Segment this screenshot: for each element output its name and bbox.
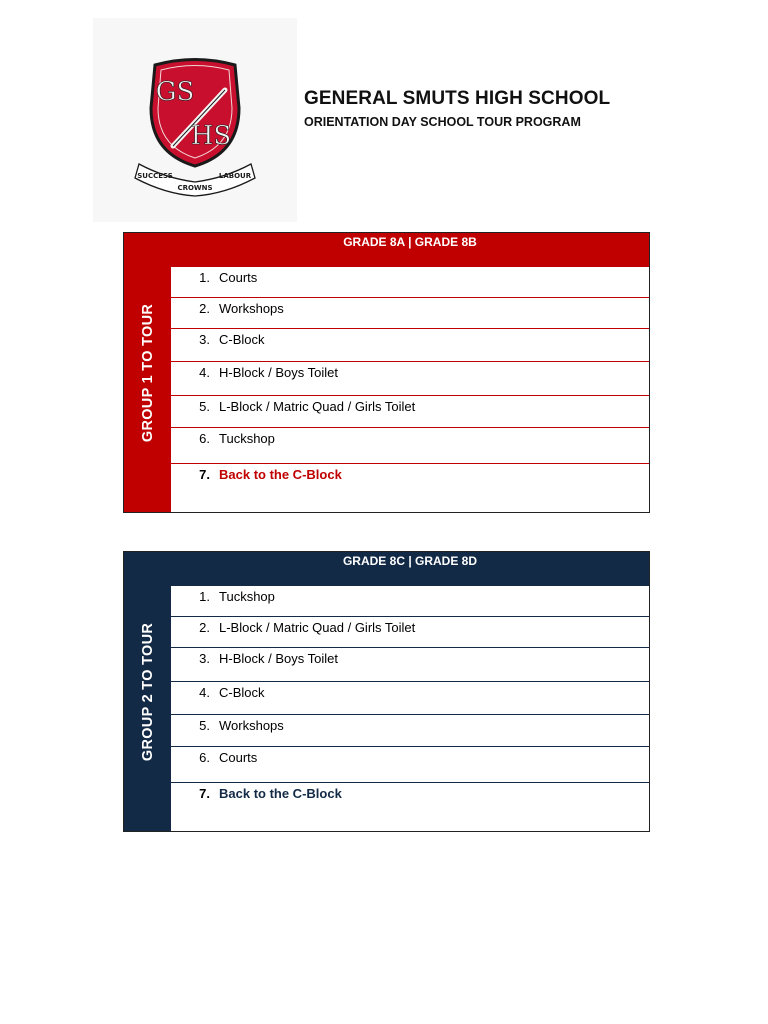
program-title: ORIENTATION DAY SCHOOL TOUR PROGRAM — [304, 115, 581, 129]
stop-name: C-Block — [219, 332, 265, 347]
stop-number: 6. — [199, 750, 210, 765]
stop-name: L-Block / Matric Quad / Girls Toilet — [219, 399, 416, 414]
stop-number: 7. — [199, 467, 210, 482]
crest-motto-left: SUCCESS — [137, 172, 173, 180]
group-2-heading: GRADE 8C | GRADE 8D — [171, 552, 649, 585]
stop-name: Workshops — [219, 301, 284, 316]
table-row — [171, 647, 649, 681]
table-row — [171, 361, 649, 395]
table-row — [171, 714, 649, 746]
crest-motto-right: LABOUR — [218, 172, 252, 180]
stop-name: Back to the C-Block — [219, 786, 342, 801]
stop-number: 7. — [199, 786, 210, 801]
group-2-table — [123, 551, 650, 832]
table-row — [171, 297, 649, 328]
stop-number: 4. — [199, 365, 210, 380]
group-1-heading: GRADE 8A | GRADE 8B — [171, 233, 649, 266]
stop-name: Back to the C-Block — [219, 467, 342, 482]
stop-name: H-Block / Boys Toilet — [219, 365, 338, 380]
crest-motto-center: CROWNS — [177, 184, 213, 192]
stop-number: 2. — [199, 301, 210, 316]
table-row — [171, 616, 649, 647]
stop-number: 5. — [199, 399, 210, 414]
group-1-label: GROUP 1 TO TOUR — [139, 303, 156, 442]
page-header — [304, 88, 610, 129]
stop-name: C-Block — [219, 685, 265, 700]
stop-name: Tuckshop — [219, 589, 275, 604]
stop-number: 6. — [199, 431, 210, 446]
group-1-table — [123, 232, 650, 513]
table-row — [171, 266, 649, 297]
svg-text:HS: HS — [190, 121, 232, 151]
group-2-stops — [171, 552, 649, 831]
table-row-final — [171, 782, 649, 830]
table-row — [171, 681, 649, 714]
table-row-final — [171, 463, 649, 511]
table-row — [171, 427, 649, 463]
table-row — [171, 746, 649, 782]
group-1-stops — [171, 233, 649, 512]
stop-number: 1. — [199, 270, 210, 285]
table-row — [171, 395, 649, 427]
table-row — [171, 585, 649, 616]
stop-name: Tuckshop — [219, 431, 275, 446]
school-crest-icon — [93, 18, 297, 222]
table-row — [171, 328, 649, 361]
crest-container — [93, 18, 297, 222]
group-2-label: GROUP 2 TO TOUR — [139, 622, 156, 761]
stop-number: 4. — [199, 685, 210, 700]
group-2-side-band — [124, 552, 171, 831]
school-name: GENERAL SMUTS HIGH SCHOOL — [304, 88, 611, 109]
svg-text:GS: GS — [155, 77, 195, 107]
stop-name: Courts — [219, 750, 258, 765]
group-1-side-band — [124, 233, 171, 512]
stop-number: 1. — [199, 589, 210, 604]
stop-name: Courts — [219, 270, 258, 285]
stop-number: 2. — [199, 620, 210, 635]
stop-number: 5. — [199, 718, 210, 733]
stop-number: 3. — [199, 332, 210, 347]
stop-number: 3. — [199, 651, 210, 666]
stop-name: Workshops — [219, 718, 284, 733]
stop-name: H-Block / Boys Toilet — [219, 651, 338, 666]
stop-name: L-Block / Matric Quad / Girls Toilet — [219, 620, 416, 635]
